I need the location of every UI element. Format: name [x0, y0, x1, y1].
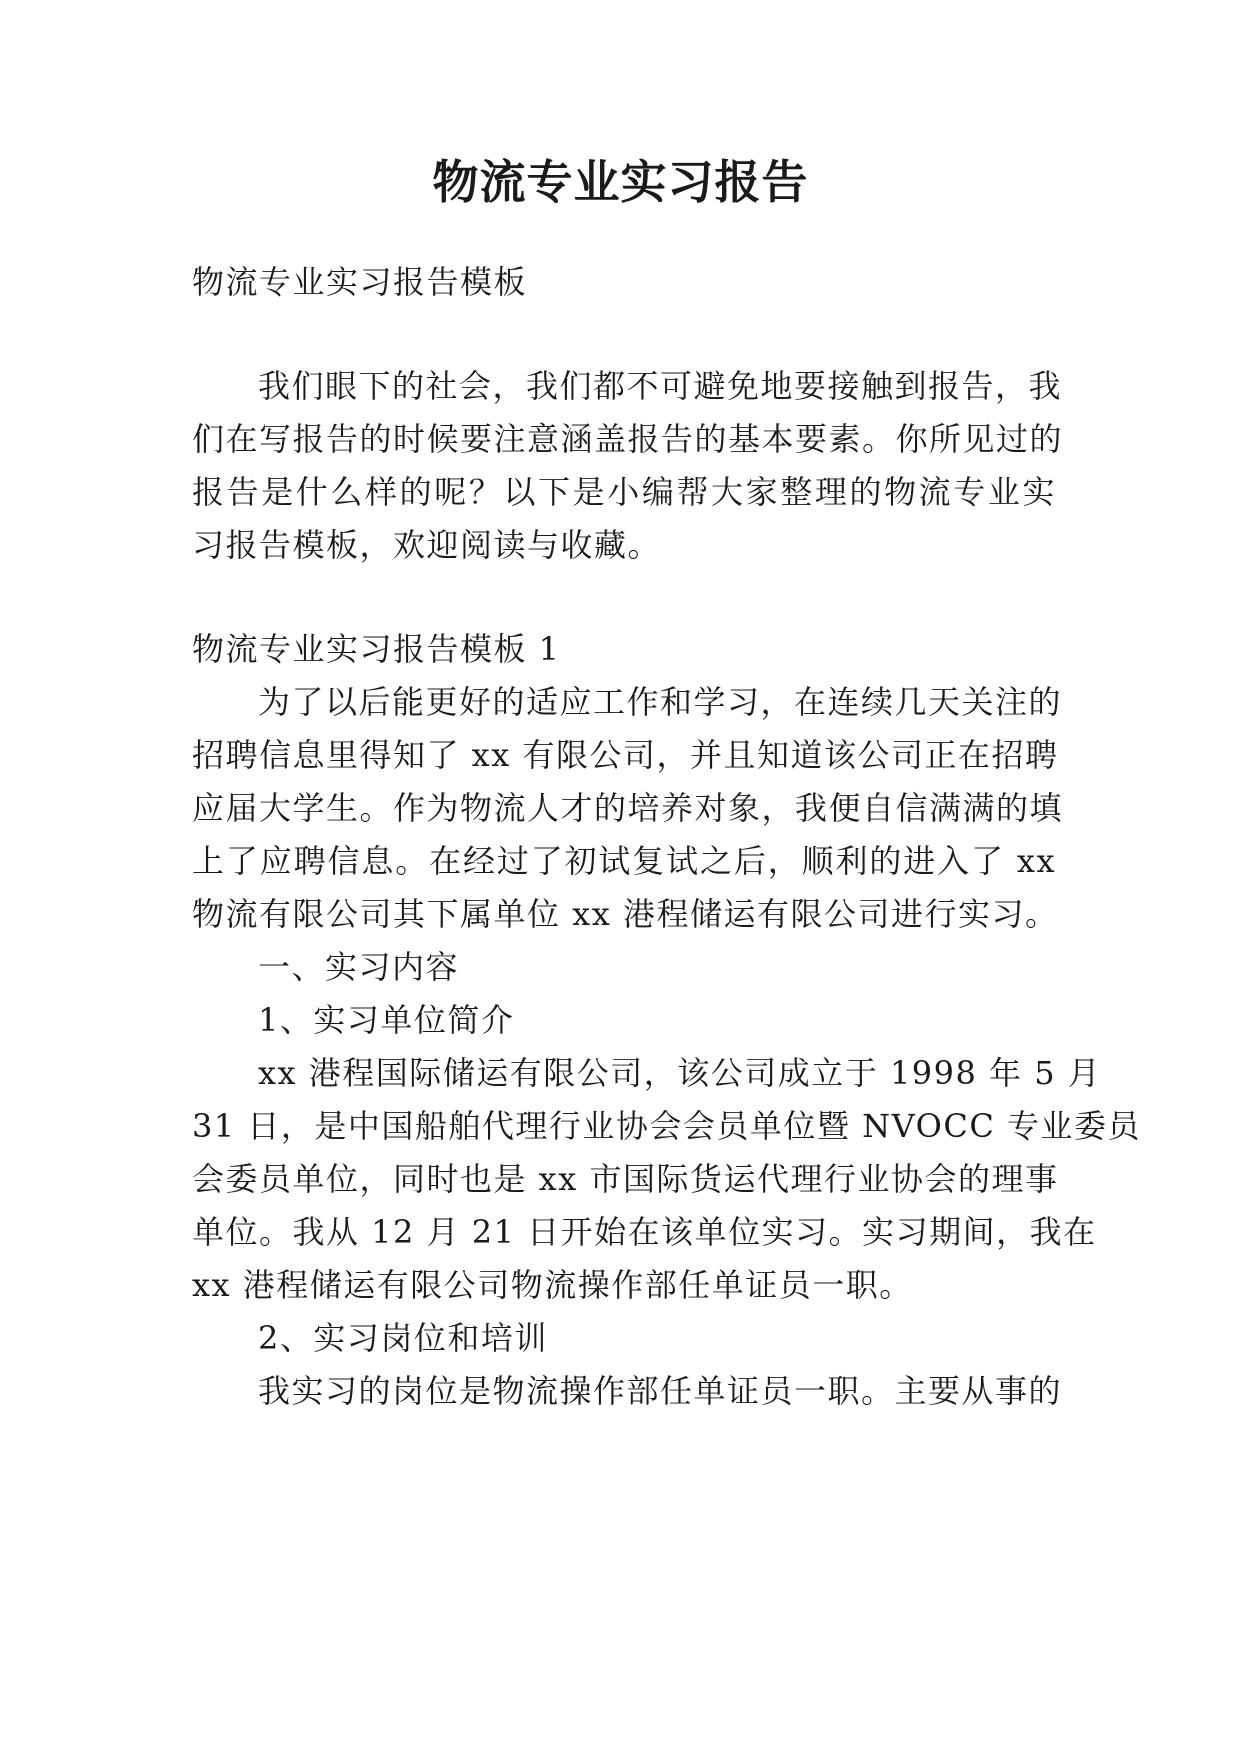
heading-one-one: 1、实习单位简介: [258, 1001, 515, 1039]
document-subtitle: 物流专业实习报告模板: [192, 263, 528, 301]
document-title: 物流专业实习报告: [432, 155, 809, 209]
intro-line-1: 我们眼下的社会，我们都不可避免地要接触到报告，我: [258, 367, 1063, 405]
para1-line-2: 招聘信息里得知了 xx 有限公司，并且知道该公司正在招聘: [192, 736, 1059, 774]
section-heading: 物流专业实习报告模板 1: [192, 630, 561, 668]
para2-line-2: 31 日，是中国船舶代理行业协会会员单位暨 NVOCC 专业委员: [192, 1107, 1141, 1145]
para1-line-5: 物流有限公司其下属单位 xx 港程储运有限公司进行实习。: [192, 895, 1059, 933]
heading-one-two: 2、实习岗位和培训: [258, 1319, 548, 1357]
heading-one: 一、实习内容: [258, 948, 460, 986]
para2-line-5: xx 港程储运有限公司物流操作部任单证员一职。: [192, 1266, 913, 1304]
intro-line-4: 习报告模板，欢迎阅读与收藏。: [192, 526, 662, 564]
para2-line-3: 会委员单位，同时也是 xx 市国际货运代理行业协会的理事: [192, 1160, 1059, 1198]
para1-line-4: 上了应聘信息。在经过了初试复试之后，顺利的进入了 xx: [192, 842, 1056, 880]
para2-line-4: 单位。我从 12 月 21 日开始在该单位实习。实习期间，我在: [192, 1213, 1097, 1251]
para1-line-3: 应届大学生。作为物流人才的培养对象，我便自信满满的填: [192, 789, 1064, 827]
para2-line-1: xx 港程国际储运有限公司，该公司成立于 1998 年 5 月: [258, 1054, 1102, 1092]
para1-line-1: 为了以后能更好的适应工作和学习，在连续几天关注的: [258, 683, 1063, 721]
intro-line-3: 报告是什么样的呢？以下是小编帮大家整理的物流专业实: [192, 473, 1056, 511]
para3-line-1: 我实习的岗位是物流操作部任单证员一职。主要从事的: [258, 1372, 1063, 1410]
intro-line-2: 们在写报告的时候要注意涵盖报告的基本要素。你所见过的: [192, 420, 1064, 458]
